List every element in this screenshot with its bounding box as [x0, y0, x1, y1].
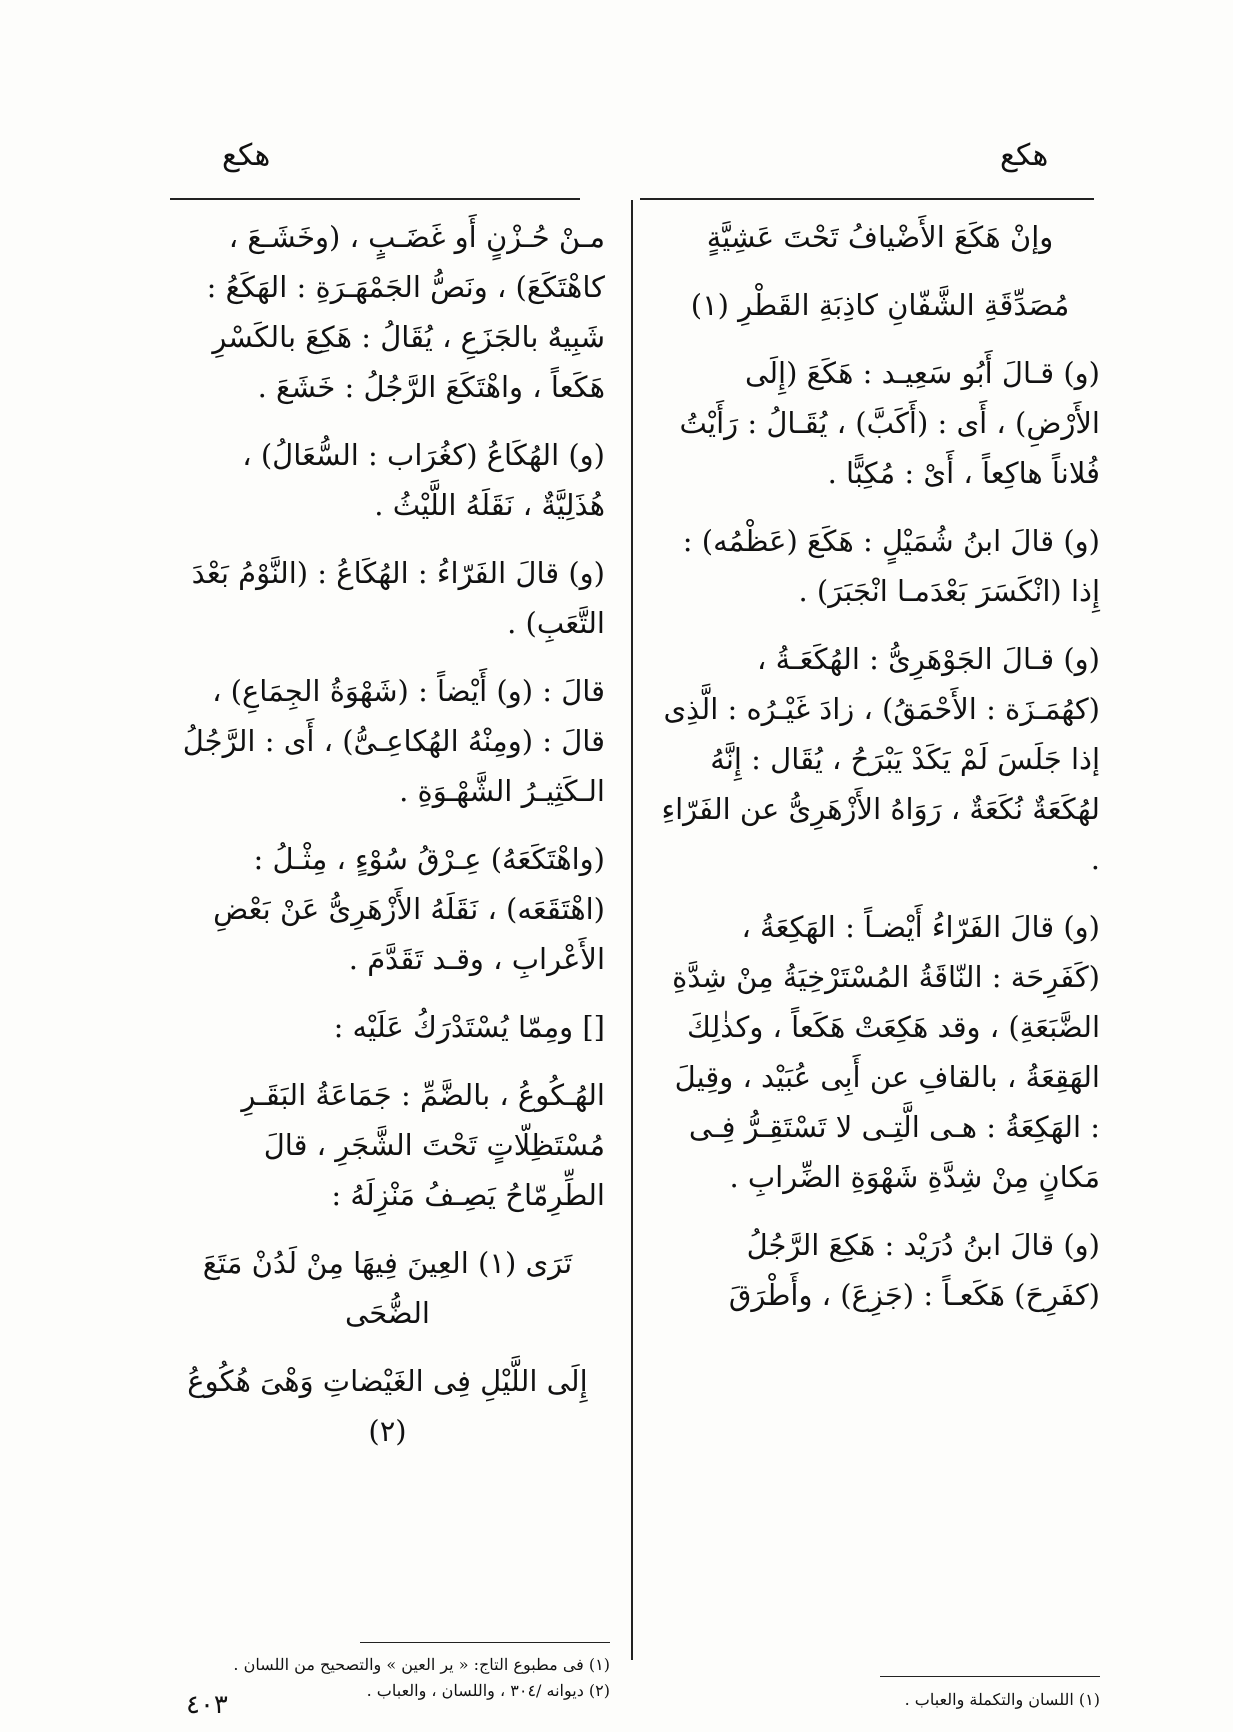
- header-rule-left: [170, 198, 580, 200]
- section-heading: [] ومِمّا يُسْتَدْرَكُ عَلَيْه :: [333, 1010, 605, 1044]
- paragraph: قالَ : (و) أَيْضاً : (شَهْوَةُ الجِمَاعِ) ، قالَ : (ومِنْهُ الهُكاعِـىُّ) ، أَى : الرَّجُلُ الـكَثِيـرُ الشَّهْـوَةِ .: [182, 674, 605, 808]
- header-rule-right: [640, 198, 1094, 200]
- footnote: (٢) ديوانه /٣٠٤ ، واللسان ، والعباب .: [366, 1681, 610, 1700]
- footnote-rule-left: [360, 1642, 610, 1643]
- footnote: (١) فى مطبوع التاج: « ير العين » والتصحيح من اللسان .: [233, 1655, 610, 1674]
- verse-line: إِلَى اللَّيْلِ فِى الغَيْضاتِ وَهْىَ هُكُوعُ (٢): [187, 1364, 588, 1448]
- running-header-right: هكع: [1000, 138, 1049, 173]
- page-number: ٤٠٣: [186, 1690, 228, 1720]
- paragraph: (و) قالَ الفَرّاءُ : الهُكَاعُ : (النَّوْمُ بَعْدَ التَّعَبِ) .: [191, 556, 605, 640]
- paragraph: (و) الهُكَاعُ (كغُرَاب : السُّعَالُ) ، هُذَلِيَّةٌ ، نَقَلَهُ اللَّيْثُ .: [242, 438, 605, 522]
- footnote-rule-right: [880, 1676, 1100, 1677]
- running-header-left: هكع: [222, 138, 271, 173]
- paragraph: (و) قـالَ الجَوْهَرِىُّ : الهُكَعَـةُ ، (كهُمَـزَة : الأَحْمَقُ) ، زادَ غَيْـرُه : الَّذِى إذا جَلَسَ لَمْ يَكَدْ يَبْرَحُ ، يُقَال : إِنَّهُ لهُكَعَةٌ نُكَعَةٌ ، رَوَاهُ الأَزْهَرِىُّ عن الفَرّاءِ .: [661, 642, 1100, 876]
- paragraph: مـنْ حُـزْنٍ أَو غَضَـبٍ ، (وخَشَـعَ ، كاهْتَكَعَ) ، ونَصُّ الجَمْهَـرَةِ : الهَكَعُ : شَبِيهٌ بالجَزَعِ ، يُقَالُ : هَكِعَ بالكَسْرِ هَكَعاً ، واهْتَكَعَ الرَّجُلُ : خَشَعَ .: [206, 220, 605, 404]
- paragraph: (و) قالَ ابنُ شُمَيْلٍ : هَكَعَ (عَظْمُه) : إِذا (انْكَسَرَ بَعْدَمـا انْجَبَرَ) .: [682, 524, 1100, 608]
- footnotes-left: [170, 1652, 610, 1704]
- verse-line: تَرَى (١) العِينَ فِيهَا مِنْ لَدُنْ مَتَعَ الضُّحَى: [202, 1246, 573, 1330]
- footnote-right: (١) اللسان والتكملة والعباب .: [904, 1690, 1100, 1709]
- verse-line: مُصَدِّقَةِ الشَّفّانِ كاذِبَةِ القَطْرِ (١): [690, 288, 1070, 322]
- column-divider: [631, 200, 633, 1660]
- paragraph: (و) قالَ الفَرّاءُ أَيْضـاً : الهَكِعَةُ ، (كَفَرِحَة : النّاقَةُ المُسْتَرْخِيَةُ مِنْ شِدَّةِ الضَّبَعَةِ) ، وقد هَكِعَتْ هَكَعاً ، وكذٰلِكَ الهَقِعَةُ ، بالقافِ عن أَبِى عُبَيْد ، وقِيلَ : الهَكِعَةُ : هـى الَّتِـى لا تَسْتَقِـرُّ فِـى مَكانٍ مِنْ شِدَّةِ شَهْوَةِ الضِّرابِ .: [672, 910, 1100, 1194]
- paragraph: (و) قـالَ أَبُو سَعِيـد : هَكَعَ (إِلَى الأَرْضِ) ، أَى : (أَكَبَّ) ، يُقَـالُ : رَأَيْتُ فُلاناً هاكِعاً ، أَىْ : مُكِبًّا .: [679, 356, 1100, 490]
- paragraph: (و) قالَ ابنُ دُرَيْد : هَكِعَ الرَّجُلُ (كفَرِحَ) هَكَعـاً : (جَزِعَ) ، وأَطْرَقَ: [728, 1228, 1100, 1312]
- left-column: [170, 212, 605, 1474]
- verse-line: وإنْ هَكَعَ الأَضْيافُ تَحْتَ عَشِيَّةٍ: [706, 220, 1054, 254]
- paragraph: الهُـكُوعُ ، بالضَّمِّ : جَمَاعَةُ البَقَـرِ مُسْتَظِلّاتٍ تَحْتَ الشَّجَرِ ، قالَ الطِّرِمّاحُ يَصِـفُ مَنْزِلَهُ :: [241, 1078, 605, 1212]
- right-column: [660, 212, 1100, 1338]
- paragraph: (واهْتَكَعَهُ) عِـرْقُ سُوْءٍ ، مِثْـلُ : (اهْتَقَعَه) ، نَقَلَهُ الأَزْهَرِىُّ عَنْ بَعْضِ الأَعْرابِ ، وقـد تَقَدَّمَ .: [213, 842, 605, 976]
